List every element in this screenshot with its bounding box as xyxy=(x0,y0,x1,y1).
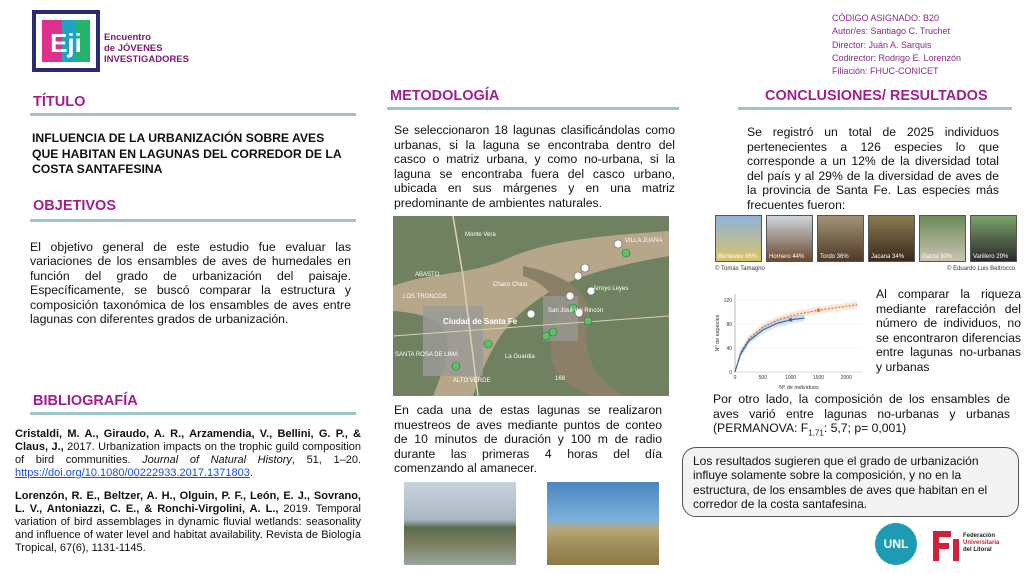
bird-photos xyxy=(711,215,1021,277)
poster-title: INFLUENCIA DE LA URBANIZACIÓN SOBRE AVES QUE HABITAN EN LAGUNAS DEL CORREDOR DE LA COSTA SANTAFESINA xyxy=(32,131,342,176)
x-tick-label: 0 xyxy=(733,375,737,381)
metodologia-heading: METODOLOGÍA xyxy=(390,88,500,104)
map-label-la-guardia: La Guardia xyxy=(505,354,535,360)
conclusiones-heading: CONCLUSIONES/ RESULTADOS xyxy=(765,88,988,104)
fuel-logo xyxy=(929,525,1019,565)
map-label-abasto: ABASTO xyxy=(415,272,440,278)
y-axis-label: Nº de especies xyxy=(715,314,721,352)
study-area-map xyxy=(393,216,669,396)
y-tick-label: 80 xyxy=(726,322,732,328)
bird-photo-benteveo: Benteveo 86% xyxy=(715,215,762,262)
unl-logo: UNL xyxy=(875,523,917,565)
codirector-line: Codirector: Rodrigo E. Lorenzón xyxy=(832,52,962,63)
results-callout: Los resultados sugieren que el grado de urbanización influye solamente sobre la composición, y no en la estructura, de los ensambles de aves que habitan en el corredor de la costa santafesina. xyxy=(682,447,1019,517)
titulo-heading: TÍTULO xyxy=(33,94,86,110)
bibliografia-divider xyxy=(30,412,356,415)
x-tick-label: 1500 xyxy=(812,375,825,381)
photo-credit-1: © Tomás Tamagno xyxy=(715,266,765,272)
y-tick-label: 120 xyxy=(723,298,732,304)
metodologia-divider xyxy=(387,107,679,110)
map-label-villa-juana: VILLA JUANA xyxy=(625,238,663,244)
bird-photo-tordo: Tordo 36% xyxy=(817,215,864,262)
bird-photo-varillero: Varillero 29% xyxy=(970,215,1017,262)
bird-photo-jacana: Jacana 34% xyxy=(868,215,915,262)
fuel-logo-text: Federación Universitaria del Litoral xyxy=(963,533,1000,553)
x-tick-label: 1000 xyxy=(785,375,797,381)
fuel-logo-mark xyxy=(929,525,961,565)
brand-name: Encuentro de JÓVENES INVESTIGADORES xyxy=(104,32,189,65)
bibliografia-heading: BIBLIOGRAFÍA xyxy=(33,393,138,409)
satellite-map xyxy=(393,216,669,396)
metodologia-text-2: En cada una de estas lagunas se realizaron muestreos de aves mediante puntos de conteo de 10 minutos de duración y 100 m de radio durante las primeras 4 horas del día comenzando al amanecer. xyxy=(394,403,662,476)
lagoon-photo-2 xyxy=(547,482,659,565)
poster-info xyxy=(832,12,961,78)
map-label-santa-rosa: SANTA ROSA DE LIMA xyxy=(395,352,459,358)
y-tick-label: 0 xyxy=(729,370,732,376)
conclusiones-text-2: Al comparar la riqueza mediante rarefacción del número de individuos, no se encontraron diferencias entre lagunas no-urbanas y urbanas xyxy=(876,287,1021,374)
x-tick-label: 500 xyxy=(758,375,767,381)
titulo-divider xyxy=(30,113,356,116)
doi-link[interactable]: https://doi.org/10.1080/00222933.2017.1371803 xyxy=(15,467,250,479)
objetivos-divider xyxy=(30,219,356,222)
conclusiones-text-1: Se registró un total de 2025 individuos pertenecientes a 126 especies lo que corresponde a un 12% de la diversidad total del país y al 29% de la diversidad de aves de la provincia de Santa Fe. Las especies más frecuentes fueron: xyxy=(747,125,999,212)
map-label-chaco-chico: Chaco Chico xyxy=(493,282,528,288)
series-observed-point xyxy=(789,318,793,322)
y-tick-label: 40 xyxy=(726,346,732,352)
x-tick-label: 2000 xyxy=(840,375,852,381)
bird-photo-hornero: Hornero 44% xyxy=(766,215,813,262)
metodologia-text-1: Se seleccionaron 18 lagunas clasificándolas como urbanas, si la laguna se encontraba dentro del casco o matriz urbana, y como no-urbana, si la laguna se encontraba fuera del casco urbano, ubicada en sus márgenes y en una matriz predominante de ambientes naturales. xyxy=(394,123,675,210)
rarefaction-chart xyxy=(713,288,871,392)
lagoon-photo-1 xyxy=(404,482,516,565)
map-label-san-jose: San José del Rincón xyxy=(548,308,604,314)
objetivos-heading: OBJETIVOS xyxy=(33,198,116,214)
map-label-route: 168 xyxy=(555,376,566,382)
photo-credit-2: © Eduardo Luis Beltrocco xyxy=(947,266,1016,272)
reference-2: Lorenzón, R. E., Beltzer, A. H., Olguin, P. F., León, E. J., Sovrano, L. V., Antoniazzi, C. E., & Ronchi-Virgolini, A. L., 2019. Temporal variation of bird assemblages in dynamic fluvial wetlands: seasonality and influence of water level and habitat availability. Revista de Biología Tropical, 67(6), 1131-1145. xyxy=(15,490,361,554)
map-label-monte-vera: Monte Vera xyxy=(465,232,496,238)
map-label-los-troncos: LOS TRONCOS xyxy=(403,294,447,300)
bird-photo-garza: Garza 30% xyxy=(919,215,966,262)
conclusiones-text-3: Por otro lado, la composición de los ensambles de aves varió entre lagunas no-urbanas y urbanas (PERMANOVA: $F_{1,71}$: 5,7; p= 0,001) xyxy=(713,392,1010,438)
objetivos-text: El objetivo general de este estudio fue evaluar las variaciones de los ensambles de aves de humedales en función del grado de urbanización del paisaje. Específicamente, se buscó comparar la estructura y composición taxonómica de los ensambles de aves entre lagunas con diferentes grados de urbanización. xyxy=(30,240,351,327)
code-line: CÓDIGO ASIGNADO: B20 xyxy=(832,13,940,23)
map-label-santa-fe: Ciudad de Santa Fe xyxy=(443,317,518,326)
x-axis-label: Nº de individuos xyxy=(779,385,819,391)
affiliation-line: Filiación: FHUC-CONICET xyxy=(832,66,939,77)
map-label-alto-verde: ALTO VERDE xyxy=(453,378,491,384)
reference-1: Cristaldi, M. A., Giraudo, A. R., Arzamendia, V., Bellini, G. P., & Claus, J., 2017. Urbanization impacts on the trophic guild composition of bird communities. Journal of Natural History, 51, 1–20. https://doi.org/10.1080/00222933.2017.1371803. xyxy=(15,428,361,479)
director-line: Director: Juán A. Sarquis xyxy=(832,39,932,50)
series-observed-point xyxy=(817,308,821,312)
map-label-arroyo-leyes: Arroyo Leyes xyxy=(593,286,629,292)
author-line: Autor/es: Santiago C. Truchet xyxy=(832,26,951,37)
svg-text:Eji: Eji xyxy=(50,28,82,58)
eji-logo xyxy=(30,8,102,76)
conclusiones-divider xyxy=(738,107,1012,110)
